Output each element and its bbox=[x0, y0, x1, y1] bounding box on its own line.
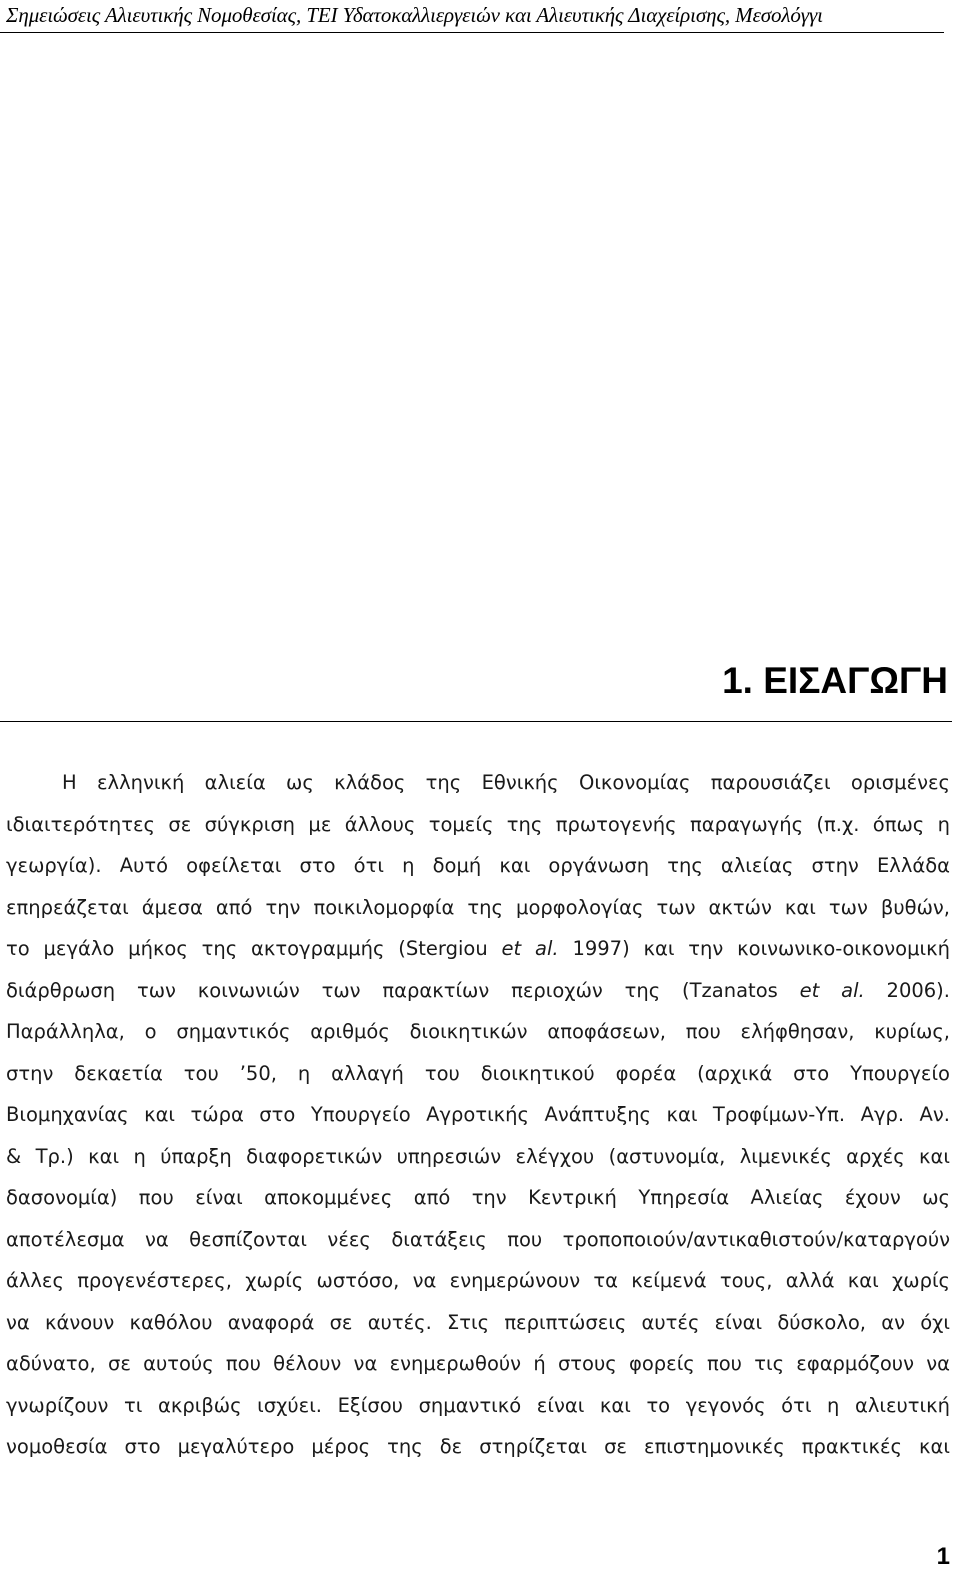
paragraph-line: ιδιαιτερότητες σε σύγκριση με άλλους τομείς της πρωτογενής παραγωγής (π.χ. όπως η bbox=[6, 812, 950, 836]
paragraph-line: Βιομηχανίας και τώρα στο Υπουργείο Αγροτικής Ανάπτυξης και Τροφίμων-Υπ. Αγρ. Αν. bbox=[6, 1103, 950, 1126]
paragraph-line: Η ελληνική αλιεία ως κλάδος της Εθνικής Οικονομίας παρουσιάζει ορισμένες bbox=[62, 771, 950, 794]
line-text: το μεγάλο μήκος της ακτογραμμής (Stergiou bbox=[6, 937, 502, 960]
paragraph-line: στην δεκαετία του ’50, η αλλαγή του διοικητικού φορέα (αρχικά στο Υπουργείο bbox=[6, 1061, 950, 1085]
running-header: Σημειώσεις Αλιευτικής Νομοθεσίας, ΤΕΙ Υδατοκαλλιεργειών και Αλιευτικής Διαχείρισης, Μεσολόγγι bbox=[6, 3, 823, 27]
paragraph-line: επηρεάζεται άμεσα από την ποικιλομορφία της μορφολογίας των ακτών και των βυθών, bbox=[6, 895, 950, 919]
body-paragraph bbox=[6, 762, 950, 1468]
chapter-heading: 1. ΕΙΣΑΓΩΓΗ bbox=[722, 660, 948, 701]
paragraph-line: γεωργία). Αυτό οφείλεται στο ότι η δομή και οργάνωση της αλιείας στην Ελλάδα bbox=[6, 854, 950, 877]
paragraph-line: άλλες προγενέστερες, χωρίς ωστόσο, να ενημερώνουν τα κείμενά τους, αλλά και χωρίς bbox=[6, 1269, 950, 1292]
paragraph-line: αποτέλεσμα να θεσπίζονται νέες διατάξεις που τροποποιούν/αντικαθιστούν/καταργούν bbox=[6, 1227, 950, 1251]
paragraph-line: να κάνουν καθόλου αναφορά σε αυτές. Στις περιπτώσεις αυτές είναι δύσκολο, αν όχι bbox=[6, 1310, 950, 1334]
line-text: διάρθρωση των κοινωνιών των παρακτίων περιοχών της (Tzanatos bbox=[6, 978, 800, 1002]
chapter-divider bbox=[0, 721, 952, 722]
paragraph-line: Παράλληλα, ο σημαντικός αριθμός διοικητικών αποφάσεων, που ελήφθησαν, κυρίως, bbox=[6, 1020, 950, 1043]
line-text: 2006). bbox=[864, 978, 950, 1002]
paragraph-line: νομοθεσία στο μεγαλύτερο μέρος της δε στηρίζεται σε επιστημονικές πρακτικές και bbox=[6, 1435, 950, 1458]
citation-etal: et al. bbox=[799, 978, 865, 1002]
paragraph-line: γνωρίζουν τι ακριβώς ισχύει. Εξίσου σημαντικό είναι και το γεγονός ότι η αλιευτική bbox=[6, 1393, 950, 1417]
paragraph-line: αδύνατο, σε αυτούς που θέλουν να ενημερωθούν ή στους φορείς που τις εφαρμόζουν να bbox=[6, 1352, 950, 1375]
paragraph-line: & Τρ.) και η ύπαρξη διαφορετικών υπηρεσιών ελέγχου (αστυνομία, λιμενικές αρχές και bbox=[6, 1144, 950, 1168]
paragraph-line bbox=[6, 928, 950, 970]
citation-etal: et al. bbox=[501, 937, 559, 960]
paragraph-line: δασονομία) που είναι αποκομμένες από την Κεντρική Υπηρεσία Αλιείας έχουν ως bbox=[6, 1186, 950, 1209]
line-text: 1997) και την κοινωνικο-οικονομική bbox=[558, 937, 950, 960]
header-divider bbox=[0, 32, 944, 33]
paragraph-line bbox=[6, 970, 950, 1012]
page-number: 1 bbox=[936, 1543, 950, 1570]
